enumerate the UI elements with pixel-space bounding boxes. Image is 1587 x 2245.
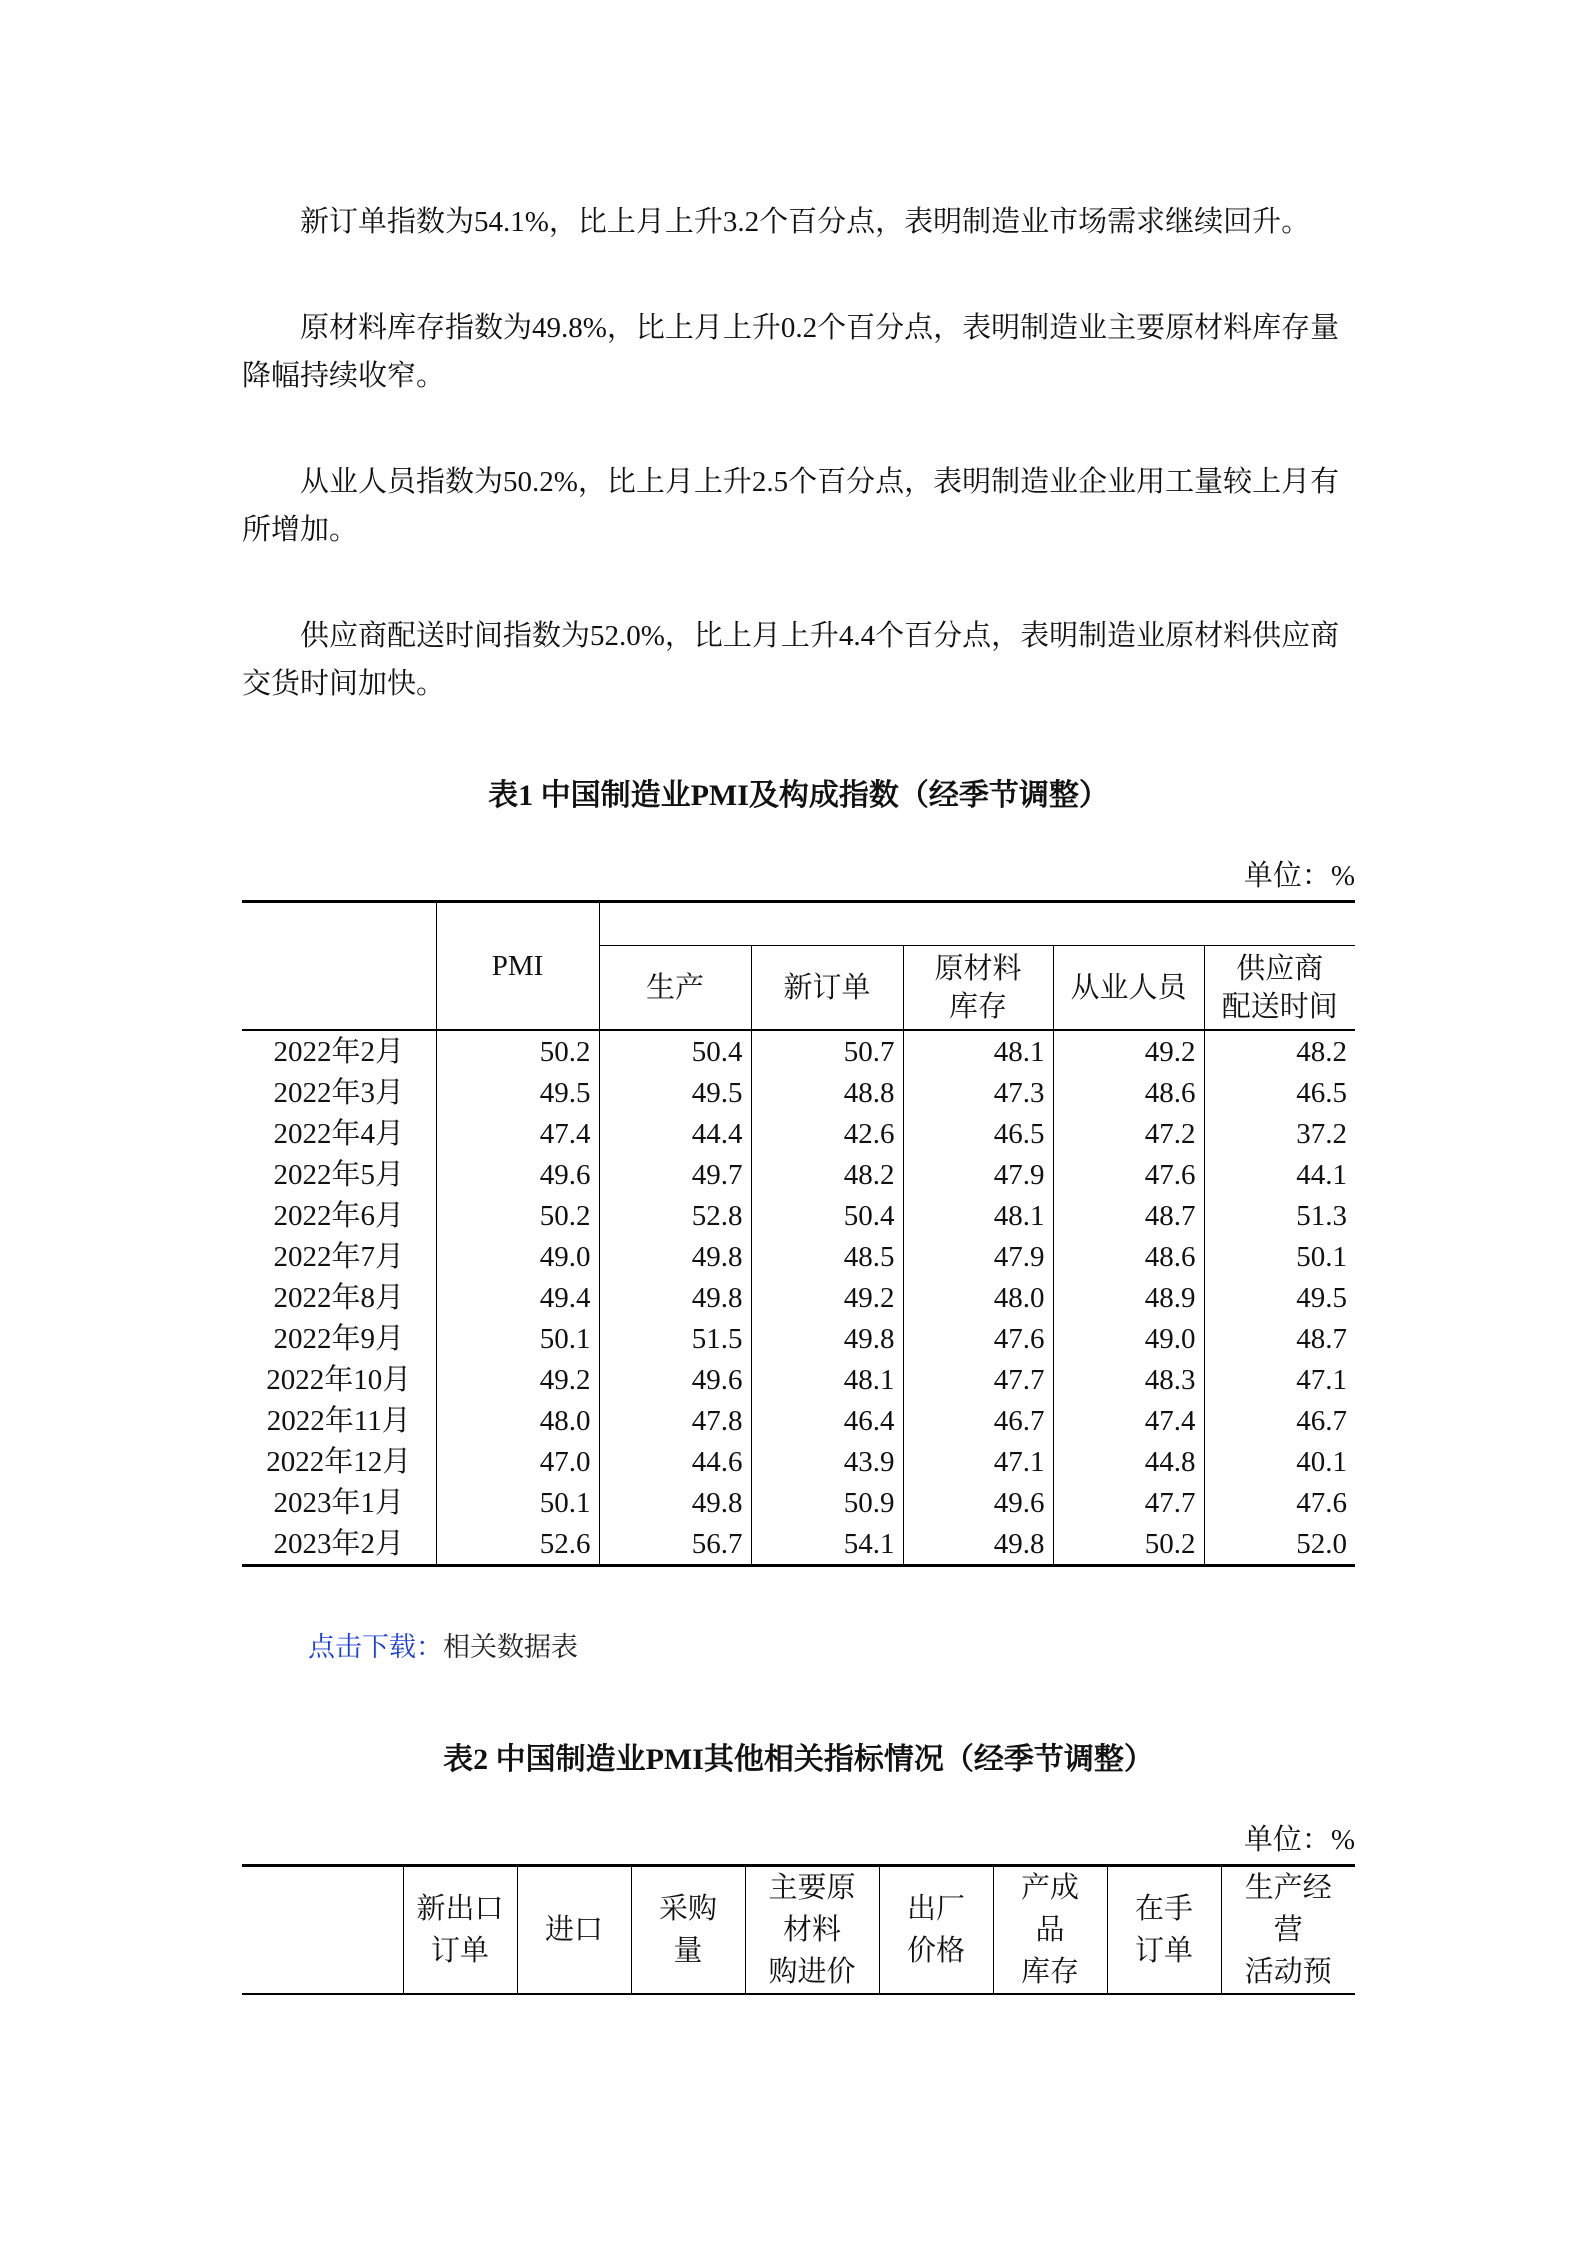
row-value: 43.9 [751,1441,903,1482]
row-month: 2022年11月 [266,1404,411,1437]
row-value: 48.1 [903,1030,1053,1072]
row-month: 2022年9月 [273,1322,404,1355]
row-value: 50.7 [751,1030,903,1072]
table2-header-cell: 生产经 营 活动预 [1221,1865,1355,1994]
table-row [242,1277,1355,1318]
row-value: 50.2 [436,1030,599,1072]
row-value: 37.2 [1204,1113,1355,1154]
table-row [242,1072,1355,1113]
row-month: 2022年3月 [273,1076,404,1109]
row-value: 50.4 [751,1195,903,1236]
row-value: 48.9 [1053,1277,1204,1318]
pmi-table [242,900,1355,1567]
row-value: 44.1 [1204,1154,1355,1195]
table-row [242,1154,1355,1195]
table2-title: 表2 中国制造业PMI其他相关指标情况（经季节调整） [443,1742,1154,1776]
header-pmi: PMI [436,902,599,1030]
row-value: 48.2 [751,1154,903,1195]
row-value: 47.8 [599,1400,751,1441]
download-line [308,1625,1355,1664]
header-raw-material-inventory: 原材料 库存 [903,946,1053,1030]
table-row [242,1482,1355,1523]
table2-header-cell: 产成 品 库存 [993,1865,1107,1994]
row-month: 2022年4月 [273,1117,404,1150]
table2-header-cell: 进口 [517,1865,631,1994]
row-value: 48.3 [1053,1359,1204,1400]
table-row [242,1400,1355,1441]
row-value: 48.0 [436,1400,599,1441]
row-value: 48.7 [1053,1195,1204,1236]
download-label: 点击下载： [308,1631,443,1663]
row-value: 48.1 [751,1359,903,1400]
row-value: 47.9 [903,1236,1053,1277]
header-production: 生产 [599,946,751,1030]
row-value: 48.8 [751,1072,903,1113]
row-value: 48.6 [1053,1236,1204,1277]
row-value: 47.7 [1053,1482,1204,1523]
row-value: 46.7 [1204,1400,1355,1441]
row-value: 48.6 [1053,1072,1204,1113]
row-value: 49.2 [436,1359,599,1400]
paragraph-supplier-delivery: 供应商配送时间指数为52.0%，比上月上升4.4个百分点，表明制造业原材料供应商交货时间加快。 [242,620,1340,700]
row-value: 50.2 [436,1195,599,1236]
row-month: 2022年12月 [266,1445,412,1478]
table2-corner-cell [242,1865,403,1994]
table-row [242,1359,1355,1400]
table1-header-top [242,902,1355,946]
row-value: 46.5 [903,1113,1053,1154]
row-month: 2022年5月 [273,1158,404,1191]
row-value: 46.5 [1204,1072,1355,1113]
table2-header-cell: 采购 量 [631,1865,745,1994]
paragraph-employment: 从业人员指数为50.2%，比上月上升2.5个百分点，表明制造业企业用工量较上月有所增加。 [242,466,1340,546]
row-value: 50.9 [751,1482,903,1523]
row-value: 49.0 [436,1236,599,1277]
row-value: 47.6 [903,1318,1053,1359]
paragraph-new-orders: 新订单指数为54.1%，比上月上升3.2个百分点，表明制造业市场需求继续回升。 [300,206,1311,238]
row-value: 50.4 [599,1030,751,1072]
row-value: 42.6 [751,1113,903,1154]
table2-header-cell: 主要原 材料 购进价 [745,1865,879,1994]
table2-header-row [242,1865,1355,1994]
row-value: 52.0 [1204,1523,1355,1566]
row-value: 47.4 [436,1113,599,1154]
table1-body [242,1030,1355,1566]
table2-header-cell: 在手 订单 [1107,1865,1221,1994]
row-value: 49.6 [903,1482,1053,1523]
table-row [242,1236,1355,1277]
table-row [242,1318,1355,1359]
row-value: 49.4 [436,1277,599,1318]
row-value: 47.4 [1053,1400,1204,1441]
row-value: 49.8 [903,1523,1053,1566]
row-value: 49.5 [599,1072,751,1113]
row-month: 2023年1月 [273,1486,404,1519]
table-row [242,1030,1355,1072]
row-value: 48.7 [1204,1318,1355,1359]
row-value: 50.2 [1053,1523,1204,1566]
download-data-table-link[interactable]: 相关数据表 [443,1631,578,1663]
row-value: 49.5 [436,1072,599,1113]
table2-header-cell: 新出口 订单 [403,1865,517,1994]
row-value: 52.6 [436,1523,599,1566]
row-value: 49.6 [599,1359,751,1400]
row-value: 49.5 [1204,1277,1355,1318]
header-employment: 从业人员 [1053,946,1204,1030]
row-value: 48.5 [751,1236,903,1277]
document-body [242,198,1355,1995]
row-value: 47.1 [1204,1359,1355,1400]
row-value: 44.4 [599,1113,751,1154]
row-value: 49.2 [751,1277,903,1318]
row-month: 2022年2月 [273,1035,404,1068]
row-month: 2022年8月 [273,1281,404,1314]
row-value: 47.9 [903,1154,1053,1195]
row-month: 2023年2月 [273,1527,404,1560]
other-indicators-table [242,1864,1355,1995]
row-value: 44.8 [1053,1441,1204,1482]
row-value: 49.8 [751,1318,903,1359]
table-row [242,1523,1355,1566]
header-new-orders: 新订单 [751,946,903,1030]
table2-header-cell: 出厂 价格 [879,1865,993,1994]
row-value: 49.6 [436,1154,599,1195]
paragraph-raw-material-inventory: 原材料库存指数为49.8%，比上月上升0.2个百分点，表明制造业主要原材料库存量降幅持续收窄。 [242,312,1340,392]
row-value: 49.0 [1053,1318,1204,1359]
table1-corner-cell [242,902,436,1030]
row-value: 47.7 [903,1359,1053,1400]
table2-unit: 单位：% [1243,1823,1355,1856]
row-month: 2022年6月 [273,1199,404,1232]
table-row [242,1113,1355,1154]
row-value: 51.5 [599,1318,751,1359]
row-value: 47.2 [1053,1113,1204,1154]
row-value: 49.8 [599,1277,751,1318]
table1-unit: 单位：% [1243,860,1355,892]
row-value: 52.8 [599,1195,751,1236]
row-value: 47.1 [903,1441,1053,1482]
row-value: 50.1 [436,1318,599,1359]
row-value: 47.6 [1053,1154,1204,1195]
row-value: 49.8 [599,1236,751,1277]
header-supplier-delivery: 供应商 配送时间 [1204,946,1355,1030]
row-value: 49.7 [599,1154,751,1195]
row-value: 50.1 [436,1482,599,1523]
row-value: 40.1 [1204,1441,1355,1482]
row-month: 2022年7月 [273,1240,404,1273]
row-month: 2022年10月 [266,1363,412,1396]
table1-title: 表1 中国制造业PMI及构成指数（经季节调整） [488,779,1109,812]
table-row [242,1195,1355,1236]
row-value: 48.2 [1204,1030,1355,1072]
row-value: 48.1 [903,1195,1053,1236]
row-value: 50.1 [1204,1236,1355,1277]
row-value: 54.1 [751,1523,903,1566]
row-value: 47.0 [436,1441,599,1482]
row-value: 49.2 [1053,1030,1204,1072]
row-value: 46.7 [903,1400,1053,1441]
table-row [242,1441,1355,1482]
row-value: 49.8 [599,1482,751,1523]
row-value: 44.6 [599,1441,751,1482]
row-value: 47.3 [903,1072,1053,1113]
row-value: 56.7 [599,1523,751,1566]
row-value: 46.4 [751,1400,903,1441]
row-value: 48.0 [903,1277,1053,1318]
row-value: 47.6 [1204,1482,1355,1523]
row-value: 51.3 [1204,1195,1355,1236]
